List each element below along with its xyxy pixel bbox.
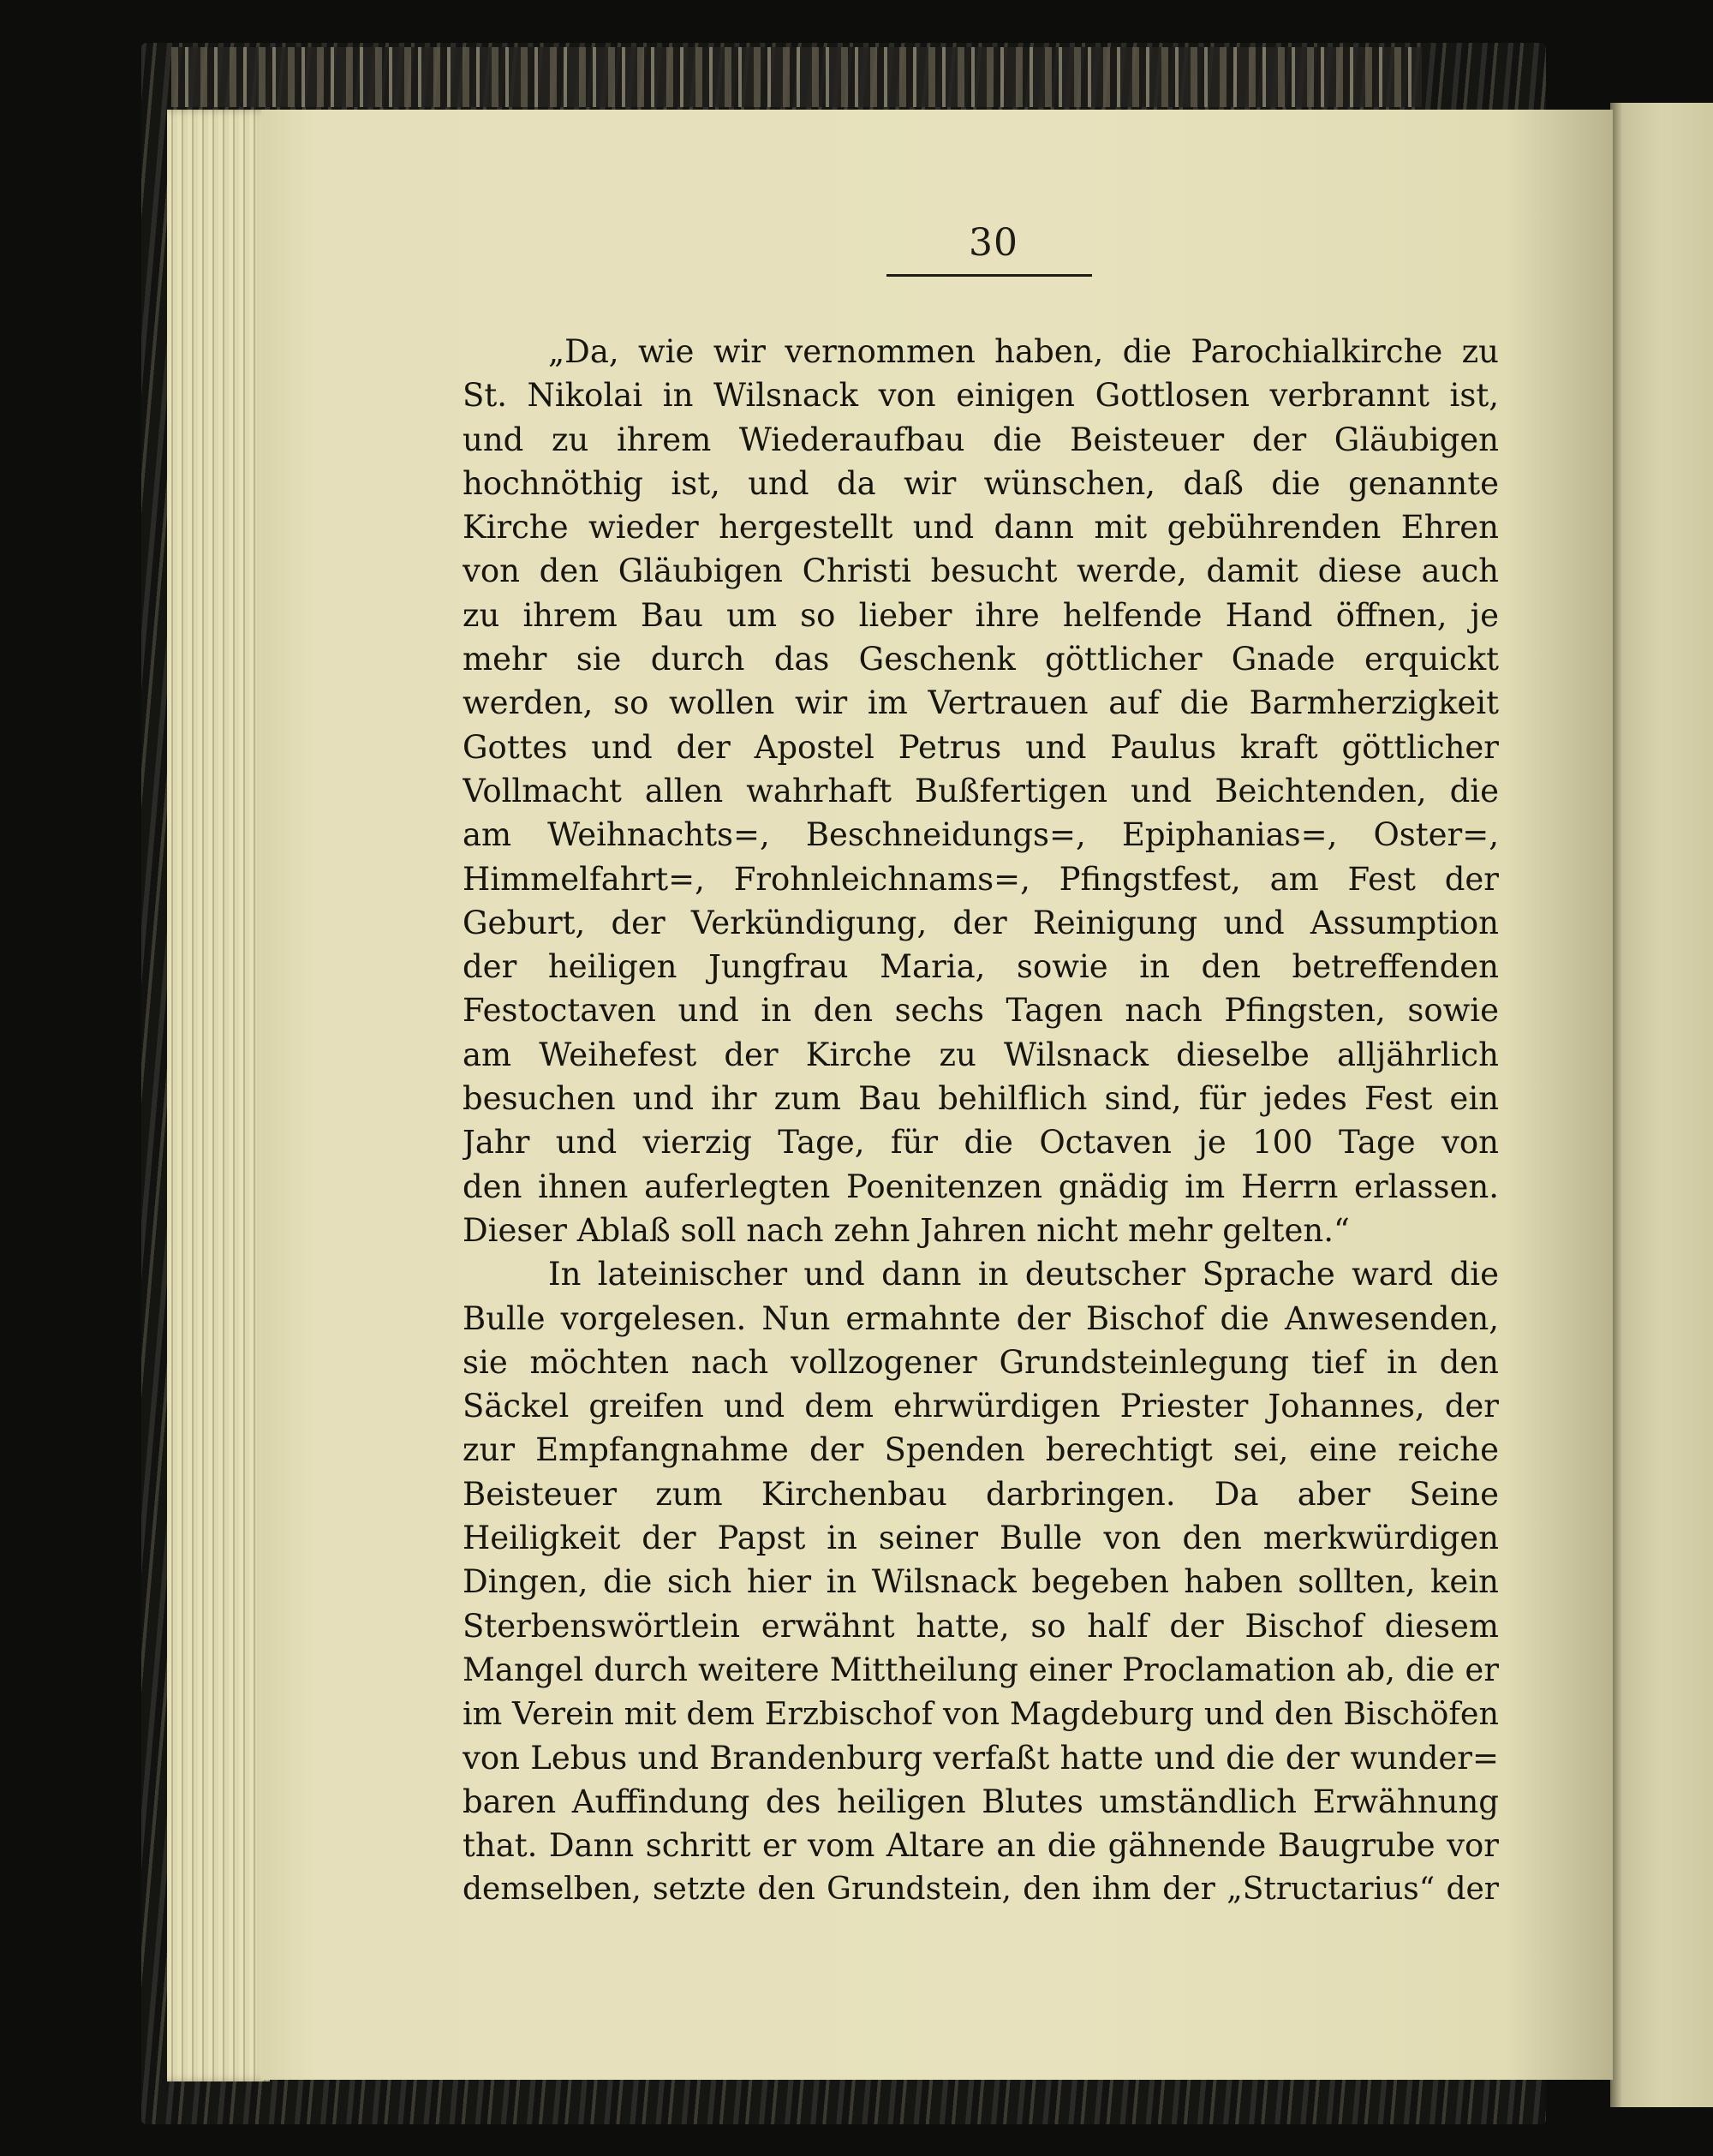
page-number: 30: [969, 221, 1018, 265]
text-line: von den Gläubigen Christi besucht werde, damit diese auch: [463, 552, 1499, 590]
cover-edge-texture: [171, 47, 1422, 107]
text-line: In lateinischer und dann in deutscher Sprache ward die: [548, 1256, 1499, 1293]
text-line: „Da, wie wir vernommen haben, die Parochialkirche zu: [548, 333, 1499, 370]
text-line: Beisteuer zum Kirchenbau darbringen. Da aber Seine: [463, 1475, 1499, 1513]
page-edges: [167, 110, 270, 2081]
text-line: Vollmacht allen wahrhaft Bußfertigen und Beichtenden, die: [463, 772, 1499, 809]
text-line: zu ihrem Bau um so lieber ihre helfende Hand öffnen, je: [463, 596, 1499, 634]
header-rule: [886, 274, 1092, 277]
text-line: hochnöthig ist, und da wir wünschen, daß die genannte: [463, 464, 1499, 502]
text-line: St. Nikolai in Wilsnack von einigen Gottlosen verbrannt ist,: [463, 377, 1499, 415]
text-line: werden, so wollen wir im Vertrauen auf die Barmherzigkeit: [463, 684, 1499, 722]
text-line: baren Auffindung des heiligen Blutes umständlich Erwähnung: [463, 1783, 1499, 1820]
facing-page: [1610, 103, 1713, 2107]
text-line: that. Dann schritt er vom Altare an die gähnende Baugrube vor: [463, 1827, 1499, 1865]
text-line: mehr sie durch das Geschenk göttlicher Gnade erquickt: [463, 641, 1499, 678]
text-line: der heiligen Jungfrau Maria, sowie in den betreffenden: [463, 948, 1499, 986]
text-line: den ihnen auferlegten Poenitenzen gnädig im Herrn erlassen.: [463, 1168, 1499, 1205]
text-line: besuchen und ihr zum Bau behilflich sind, für jedes Fest ein: [463, 1080, 1499, 1118]
text-line: Dieser Ablaß soll nach zehn Jahren nicht mehr gelten.“: [463, 1211, 1350, 1249]
text-line: Dingen, die sich hier in Wilsnack begeben haben sollten, kein: [463, 1563, 1499, 1601]
text-line: zur Empfangnahme der Spenden berechtigt sei, eine reiche: [463, 1431, 1499, 1469]
text-line: Säckel greifen und dem ehrwürdigen Priester Johannes, der: [463, 1388, 1499, 1425]
text-line: demselben, setzte den Grundstein, den ihm der „Structarius“ der: [463, 1872, 1499, 1908]
text-line: Kirche wieder hergestellt und dann mit gebührenden Ehren: [463, 509, 1499, 546]
text-line: Sterbenswörtlein erwähnt hatte, so half der Bischof diesem: [463, 1607, 1499, 1645]
text-line: sie möchten nach vollzogener Grundsteinlegung tief in den: [463, 1343, 1499, 1381]
text-line: Mangel durch weitere Mittheilung einer Proclamation ab, die er: [463, 1651, 1499, 1688]
text-line: Jahr und vierzig Tage, für die Octaven je 100 Tage von: [463, 1124, 1499, 1162]
text-line: Bulle vorgelesen. Nun ermahnte der Bischof die Anwesenden,: [463, 1299, 1499, 1337]
text-line: am Weihefest der Kirche zu Wilsnack dieselbe alljährlich: [463, 1036, 1499, 1073]
text-line: Heiligkeit der Papst in seiner Bulle von den merkwürdigen: [463, 1520, 1499, 1557]
body-text: [463, 330, 1499, 1912]
text-line: und zu ihrem Wiederaufbau die Beisteuer der Gläubigen: [463, 421, 1499, 458]
text-line: von Lebus und Brandenburg verfaßt hatte und die der wunder=: [463, 1739, 1499, 1777]
text-line: Geburt, der Verkündigung, der Reinigung und Assumption: [463, 904, 1499, 941]
text-line: am Weihnachts=, Beschneidungs=, Epiphanias=, Oster=,: [463, 816, 1499, 854]
text-line: Himmelfahrt=, Frohnleichnams=, Pfingstfest, am Fest der: [463, 860, 1499, 898]
text-line: Festoctaven und in den sechs Tagen nach Pfingsten, sowie: [463, 992, 1499, 1030]
text-line: im Verein mit dem Erzbischof von Magdeburg und den Bischöfen: [463, 1695, 1499, 1733]
text-line: Gottes und der Apostel Petrus und Paulus kraft göttlicher: [463, 728, 1499, 766]
